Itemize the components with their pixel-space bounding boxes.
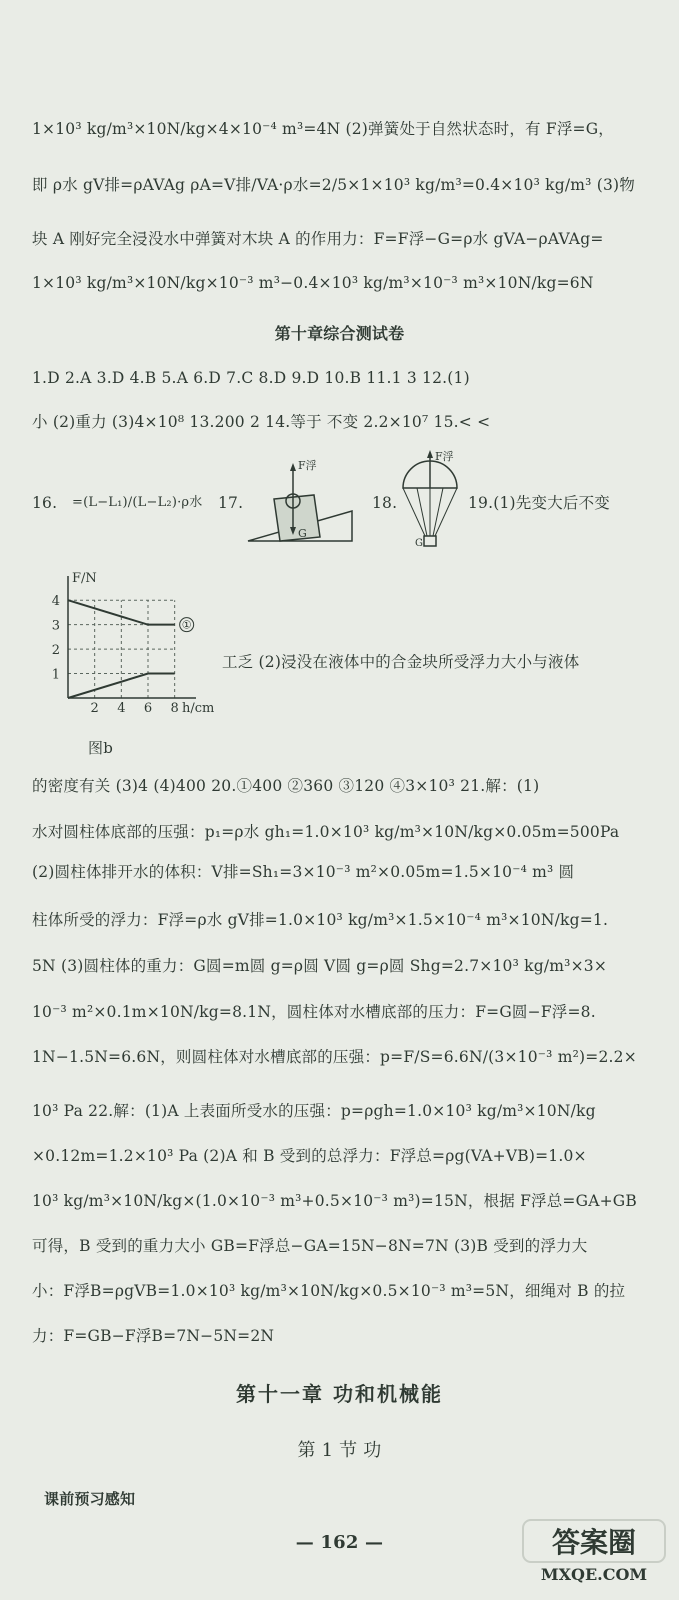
text-line: ×0.12m=1.2×10³ Pa (2)A 和 B 受到的总浮力：F浮总=ρg(VA+VB)=1.0×	[32, 1147, 587, 1165]
text-line: 5N (3)圆柱体的重力：G圆=m圆 g=ρ圆 V圆 g=ρ圆 Shg=2.7×10³ kg/m³×3×	[32, 957, 608, 975]
y-tick-label: 4	[51, 594, 60, 610]
text-line: 块 A 刚好完全浸没水中弹簧对木块 A 的作用力：F=F浮−G=ρ水 gVA−ρAVAg=	[32, 230, 604, 248]
x-tick-label: 4	[117, 701, 126, 716]
x-tick-label: 6	[143, 701, 153, 716]
svg-text:G: G	[415, 538, 423, 549]
q16-expression: =(L−L₁)/(L−L₂)·ρ水	[72, 495, 203, 510]
text-line: 的密度有关 (3)4 (4)400 20.①400 ②360 ③120 ④3×10³ 21.解：(1)	[32, 777, 540, 795]
text-line: (2)圆柱体排开水的体积：V排=Sh₁=3×10⁻³ m²×0.05m=1.5×10⁻⁴ m³ 圆	[32, 863, 575, 881]
text-line: 10³ kg/m³×10N/kg×(1.0×10⁻³ m³+0.5×10⁻³ m³)=15N，根据 F浮总=GA+GB	[32, 1192, 637, 1210]
q16-label: 16.	[32, 494, 58, 512]
force-label: F浮	[298, 459, 317, 472]
text-line: 柱体所受的浮力：F浮=ρ水 gV排=1.0×10³ kg/m³×1.5×10⁻⁴ m³×10N/kg=1.	[32, 911, 609, 929]
chart-caption: 图b	[88, 739, 114, 757]
y-tick-label: 2	[51, 643, 60, 659]
text-line: 小：F浮B=ρgVB=1.0×10³ kg/m³×10N/kg×0.5×10⁻³ m³=5N，细绳对 B 的拉	[32, 1282, 626, 1300]
figure-18-diagram	[395, 448, 465, 550]
y-axis-label: F/N	[72, 571, 97, 586]
series-label: ①	[181, 618, 192, 632]
q17-label: 17.	[218, 494, 244, 512]
q19-continuation	[222, 651, 642, 673]
text-line: 1N−1.5N=6.6N，则圆柱体对水槽底部的压强：p=F/S=6.6N/(3×10⁻³ m²)=2.2×	[32, 1048, 637, 1066]
x-tick-label: 2	[90, 701, 99, 716]
text-line: 10³ Pa 22.解：(1)A 上表面所受水的压强：p=ρgh=1.0×10³ kg/m³×10N/kg	[32, 1102, 596, 1120]
q19-answer: 19.(1)先变大后不变	[468, 494, 611, 512]
x-tick-label: 8	[170, 701, 179, 716]
svg-text:F浮: F浮	[435, 450, 454, 463]
test-heading: 第十章综合测试卷	[274, 324, 405, 343]
text-line: 1×10³ kg/m³×10N/kg×4×10⁻⁴ m³=4N (2)弹簧处于自然状态时，有 F浮=G，	[32, 120, 615, 138]
answer-line: 1.D 2.A 3.D 4.B 5.A 6.D 7.C 8.D 9.D 10.B 11.1 3 12.(1)	[32, 369, 470, 387]
q19-text: (2)浸没在液体中的合金块所受浮力大小与液体	[258, 653, 580, 671]
q19-prefix: 工乏	[222, 653, 254, 671]
y-tick-label: 1	[51, 667, 60, 683]
y-tick-label: 3	[51, 618, 60, 634]
beaker-shape	[274, 495, 320, 541]
watermark-logo	[519, 1516, 669, 1586]
figure-17-diagram	[246, 455, 356, 547]
text-line: 水对圆柱体底部的压强：p₁=ρ水 gh₁=1.0×10³ kg/m³×10N/kg×0.05m=500Pa	[32, 823, 620, 841]
preview-label: 课前预习感知	[44, 1490, 136, 1508]
chart-figure-b	[40, 570, 220, 720]
chapter-title: 第十一章 功和机械能	[236, 1382, 443, 1406]
gravity-label: G	[298, 527, 307, 540]
svg-text:MXQE.COM: MXQE.COM	[540, 1565, 648, 1584]
text-line: 即 ρ水 gV排=ρAVAg ρA=V排/VA·ρ水=2/5×1×10³ kg/m³=0.4×10³ kg/m³ (3)物	[32, 176, 635, 194]
x-axis-label: h/cm	[182, 701, 215, 716]
text-line: 力：F=GB−F浮B=7N−5N=2N	[32, 1327, 275, 1345]
q18-label: 18.	[372, 494, 398, 512]
section-title: 第 1 节 功	[297, 1440, 382, 1461]
text-line: 10⁻³ m²×0.1m×10N/kg=8.1N，圆柱体对水槽底部的压力：F=G圆−F浮=8.	[32, 1003, 596, 1021]
text-line: 可得，B 受到的重力大小 GB=F浮总−GA=15N−8N=7N (3)B 受到的浮力大	[32, 1237, 588, 1255]
page-number: — 162 —	[295, 1532, 384, 1553]
svg-text:答案圈: 答案圈	[551, 1526, 637, 1559]
text-line: 1×10³ kg/m³×10N/kg×10⁻³ m³−0.4×10³ kg/m³×10⁻³ m³×10N/kg=6N	[32, 274, 594, 292]
answer-line: 小 (2)重力 (3)4×10⁸ 13.200 2 14.等于 不变 2.2×10⁷ 15.< <	[32, 413, 491, 431]
